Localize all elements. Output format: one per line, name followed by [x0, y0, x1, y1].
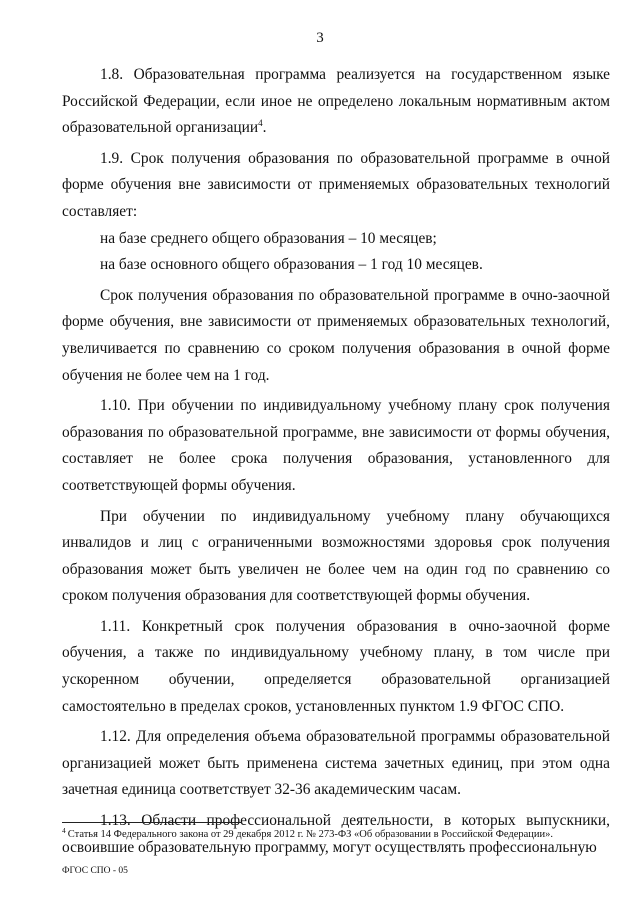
footnote-mark: 4: [62, 825, 66, 835]
page-number: 3: [316, 30, 324, 46]
paragraph-1-9-part-time: Срок получения образования по образовательной программе в очно-заочной форме обучения, вне зависимости от применяемых образовательных технологий, увеличивается по сравнению со сроком получения образования в очной форме обучения не более чем на 1 год.: [62, 286, 610, 384]
footnote-divider: [62, 822, 242, 823]
paragraph-1-12: 1.12. Для определения объема образовательной программы образовательной организацией может быть применена система зачетных единиц, при этом одна зачетная единица соответствует 32-36 академическим часам.: [62, 728, 610, 799]
paragraph-1-10-disabled: При обучении по индивидуальному учебному плану обучающихся инвалидов и лиц с ограниченными возможностями здоровья срок получения образования может быть увеличен не более чем на один год по сравнению со сроком получения образования для соответствующей формы обучения.: [62, 507, 610, 605]
document-body: [62, 62, 610, 861]
footnote-text: Статья 14 Федерального закона от 29 декабря 2012 г. № 273-ФЗ «Об образовании в Российской Федерации».: [67, 829, 554, 840]
paragraph-1-8: [62, 62, 610, 142]
paragraph-tail: .: [262, 119, 267, 137]
paragraph-text: 1.8. Образовательная программа реализуется на государственном языке Российской Федерации, если иное не определено локальным нормативным актом образовательной организации: [62, 66, 610, 137]
paragraph-1-9: 1.9. Срок получения образования по образовательной программе в очной форме обучения вне зависимости от применяемых образовательных технологий составляет:: [62, 149, 610, 220]
page-footer: ФГОС СПО - 05: [62, 866, 128, 876]
footnote-reference: 4: [258, 118, 263, 129]
paragraph-1-13: 1.13. Области профессиональной деятельности, в которых выпускники, освоившие образовательную программу, могут осуществлять профессиональную: [62, 812, 610, 856]
paragraph-1-9-secondary: на базе среднего общего образования – 10 месяцев;: [100, 229, 437, 247]
footnote: [62, 825, 610, 841]
paragraph-1-9-basic: на базе основного общего образования – 1 год 10 месяцев.: [100, 256, 483, 274]
paragraph-1-11: 1.11. Конкретный срок получения образования в очно-заочной форме обучения, а также по индивидуальному учебному плану, в том числе при ускоренном обучении, определяется образовательной организацией самостоятельно в пределах сроков, установленных пунктом 1.9 ФГОС СПО.: [62, 617, 610, 715]
paragraph-1-10: 1.10. При обучении по индивидуальному учебному плану срок получения образования по образовательной программе, вне зависимости от формы обучения, составляет не более срока получения образования, установленного для соответствующей формы обучения.: [62, 397, 610, 494]
